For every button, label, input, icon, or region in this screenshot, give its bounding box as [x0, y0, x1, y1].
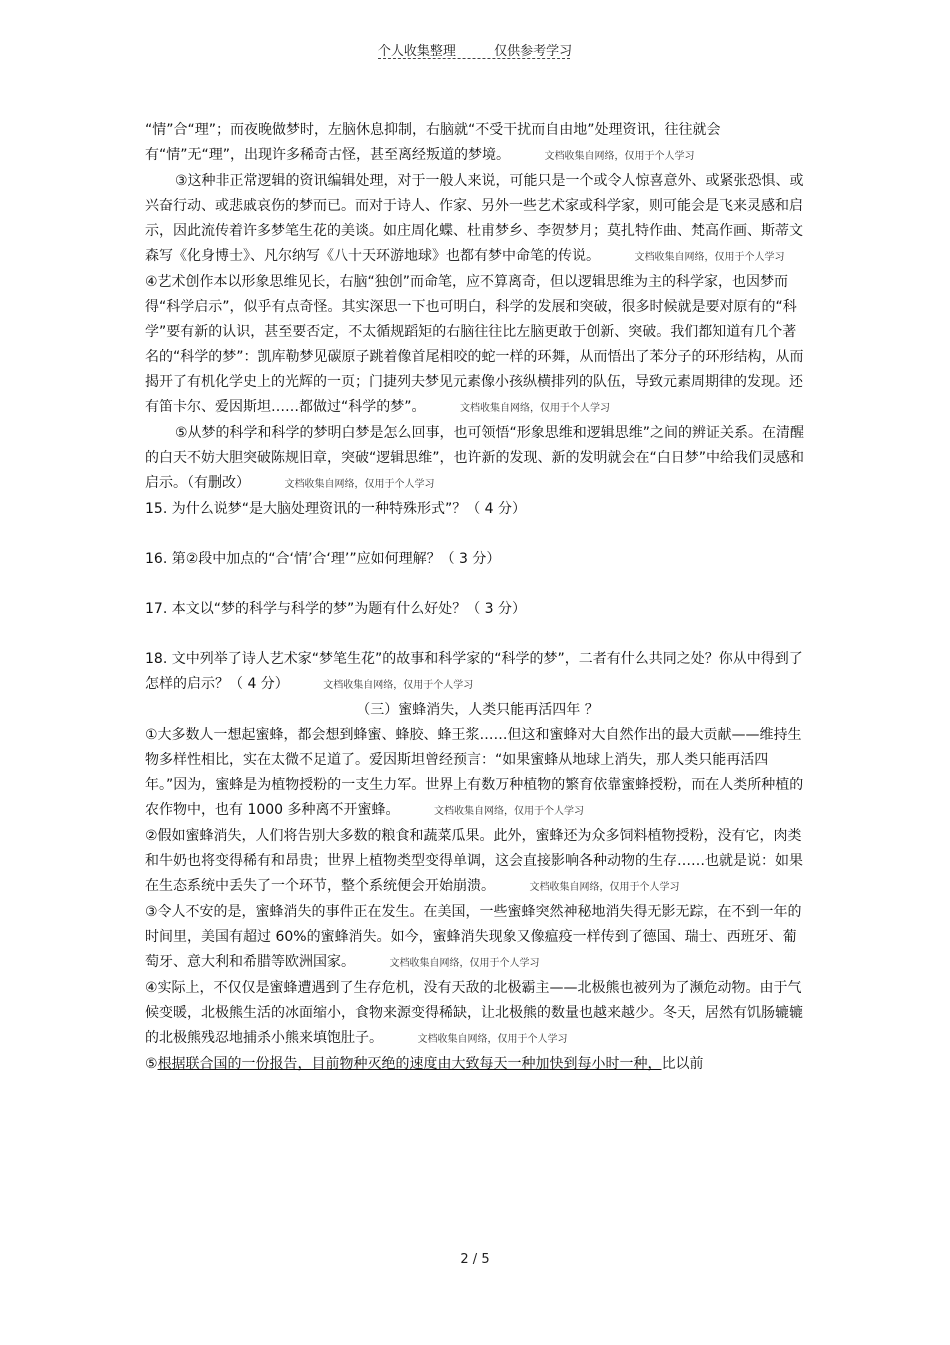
source-note: 文档收集自网络，仅用于个人学习 — [389, 958, 540, 969]
question-17: 17. 本文以“梦的科学与科学的梦”为题有什么好处？（ 3 分） — [145, 601, 527, 617]
paragraph-2-continued — [145, 118, 810, 169]
paragraph-text: ④实际上，不仅仅是蜜蜂遭遇到了生存危机，没有天敌的北极霸主——北极熊也被列为了濒危动物。由于气候变暖，北极熊生活的冰面缩小，食物来源变得稀缺，让北极熊的数量也越来越少。冬天，居然有饥肠辘辘的北极熊残忍地捕杀小熊来填饱肚子。 — [145, 980, 803, 1046]
section-3-paragraph-5 — [145, 1052, 810, 1077]
page-header — [0, 40, 950, 59]
page-number: 2 / 5 — [460, 1252, 490, 1267]
section-3-paragraph-2 — [145, 824, 810, 900]
header-rule — [378, 58, 570, 59]
source-note: 文档收集自网络，仅用于个人学习 — [323, 680, 474, 691]
paragraph-text: ④艺术创作本以形象思维见长，右脑“独创”而命笔，应不算离奇，但以逻辑思维为主的科学家，也因梦而得“科学启示”，似乎有点奇怪。其实深思一下也可明白，科学的发展和突破，很多时候就是要对原有的“科学”要有新的认识，甚至要否定，不太循规蹈矩的右脑往往比左脑更敢于创新、突破。我们都知道有几个著名的“科学的梦”：凯库勒梦见碳原子跳着像首尾相咬的蛇一样的环舞，从而悟出了苯分子的环形结构，从而揭开了有机化学史上的光辉的一页；门捷列夫梦见元素像小孩纵横排列的队伍，导致元素周期律的发现。还有笛卡尔、爱因斯坦……都做过“科学的梦”。 — [145, 274, 804, 415]
source-note: 文档收集自网络，仅用于个人学习 — [634, 252, 785, 263]
section-3-paragraph-3 — [145, 900, 810, 976]
question-16: 16. 第②段中加点的“合‘情’合‘理’”应如何理解？（ 3 分） — [145, 551, 501, 567]
paragraph-text: “情”合“理”；而夜晚做梦时，左脑休息抑制，右脑就“不受干扰而自由地”处理资讯，往往就会有“情”无“理”，出现许多稀奇古怪，甚至离经叛道的梦境。 — [145, 122, 721, 163]
paragraph-text: ①大多数人一想起蜜蜂，都会想到蜂蜜、蜂胶、蜂王浆……但这和蜜蜂对大自然作出的最大贡献——维持生物多样性相比，实在太微不足道了。爱因斯坦曾经预言：“如果蜜蜂从地球上消失，那人类只能再活四年。”因为，蜜蜂是为植物授粉的一支生力军。世界上有数万种植物的繁育依靠蜜蜂授粉，而在人类所种植的农作物中，也有 1000 多种离不开蜜蜂。 — [145, 727, 804, 818]
question-text: 18. 文中列举了诗人艺术家“梦笔生花”的故事和科学家的“科学的梦”，二者有什么共同之处？你从中得到了怎样的启示？（ 4 分） — [145, 651, 803, 692]
paragraph-4 — [145, 270, 810, 421]
paragraph-text: ⑤从梦的科学和科学的梦明白梦是怎么回事，也可领悟“形象思维和逻辑思维”之间的辨证关系。在清醒的白天不妨大胆突破陈规旧章，突破“逻辑思维”，也许新的发现、新的发明就会在“白日梦”中给我们灵感和启示。（有删改） — [145, 425, 805, 491]
source-note: 文档收集自网络，仅用于个人学习 — [544, 151, 695, 162]
paragraph-text: 比以前 — [661, 1056, 704, 1072]
source-note: 文档收集自网络，仅用于个人学习 — [459, 403, 610, 414]
section-3-paragraph-4 — [145, 976, 810, 1052]
source-note: 文档收集自网络，仅用于个人学习 — [284, 479, 435, 490]
document-body — [145, 118, 810, 1077]
paragraph-text: ③令人不安的是，蜜蜂消失的事件正在发生。在美国，一些蜜蜂突然神秘地消失得无影无踪，在不到一年的时间里，美国有超过 60%的蜜蜂消失。如今，蜜蜂消失现象又像瘟疫一样传到了德国、瑞士、西班牙、葡萄牙、意大利和希腊等欧洲国家。 — [145, 904, 802, 970]
paragraph-text: ②假如蜜蜂消失，人们将告别大多数的粮食和蔬菜瓜果。此外，蜜蜂还为众多饲料植物授粉，没有它，肉类和牛奶也将变得稀有和昂贵；世界上植物类型变得单调，这会直接影响各种动物的生存……也就是说：如果在生态系统中丢失了一个环节，整个系统便会开始崩溃。 — [145, 828, 803, 894]
question-15: 15. 为什么说梦“是大脑处理资讯的一种特殊形式”？（ 4 分） — [145, 501, 527, 517]
header-left: 个人收集整理 — [377, 44, 456, 59]
paragraph-number: ⑤ — [145, 1056, 158, 1072]
question-18 — [145, 647, 810, 698]
section-3-title: （三）蜜蜂消失，人类只能再活四年 ？ — [356, 702, 599, 718]
section-3-paragraph-1 — [145, 723, 810, 824]
source-note: 文档收集自网络，仅用于个人学习 — [417, 1034, 568, 1045]
paragraph-3 — [145, 169, 810, 270]
header-right: 仅供参考学习 — [494, 44, 573, 59]
source-note: 文档收集自网络，仅用于个人学习 — [529, 882, 680, 893]
paragraph-5 — [145, 421, 810, 497]
underlined-text: 根据联合国的一份报告，目前物种灭绝的速度由大致每天一种加快到每小时一种， — [157, 1056, 662, 1072]
paragraph-text: ③这种非正常逻辑的资讯编辑处理，对于一般人来说，可能只是一个或令人惊喜意外、或紧张恐惧、或兴奋行动、或悲戚哀伤的梦而已。而对于诗人、作家、另外一些艺术家或科学家，则可能会是飞来灵感和启示，因此流传着许多梦笔生花的美谈。如庄周化蝶、杜甫梦乡、李贺梦月；莫扎特作曲、梵高作画、斯蒂文森写《化身博士》、凡尔纳写《八十天环游地球》也都有梦中命笔的传说。 — [145, 173, 804, 264]
source-note: 文档收集自网络，仅用于个人学习 — [433, 806, 584, 817]
